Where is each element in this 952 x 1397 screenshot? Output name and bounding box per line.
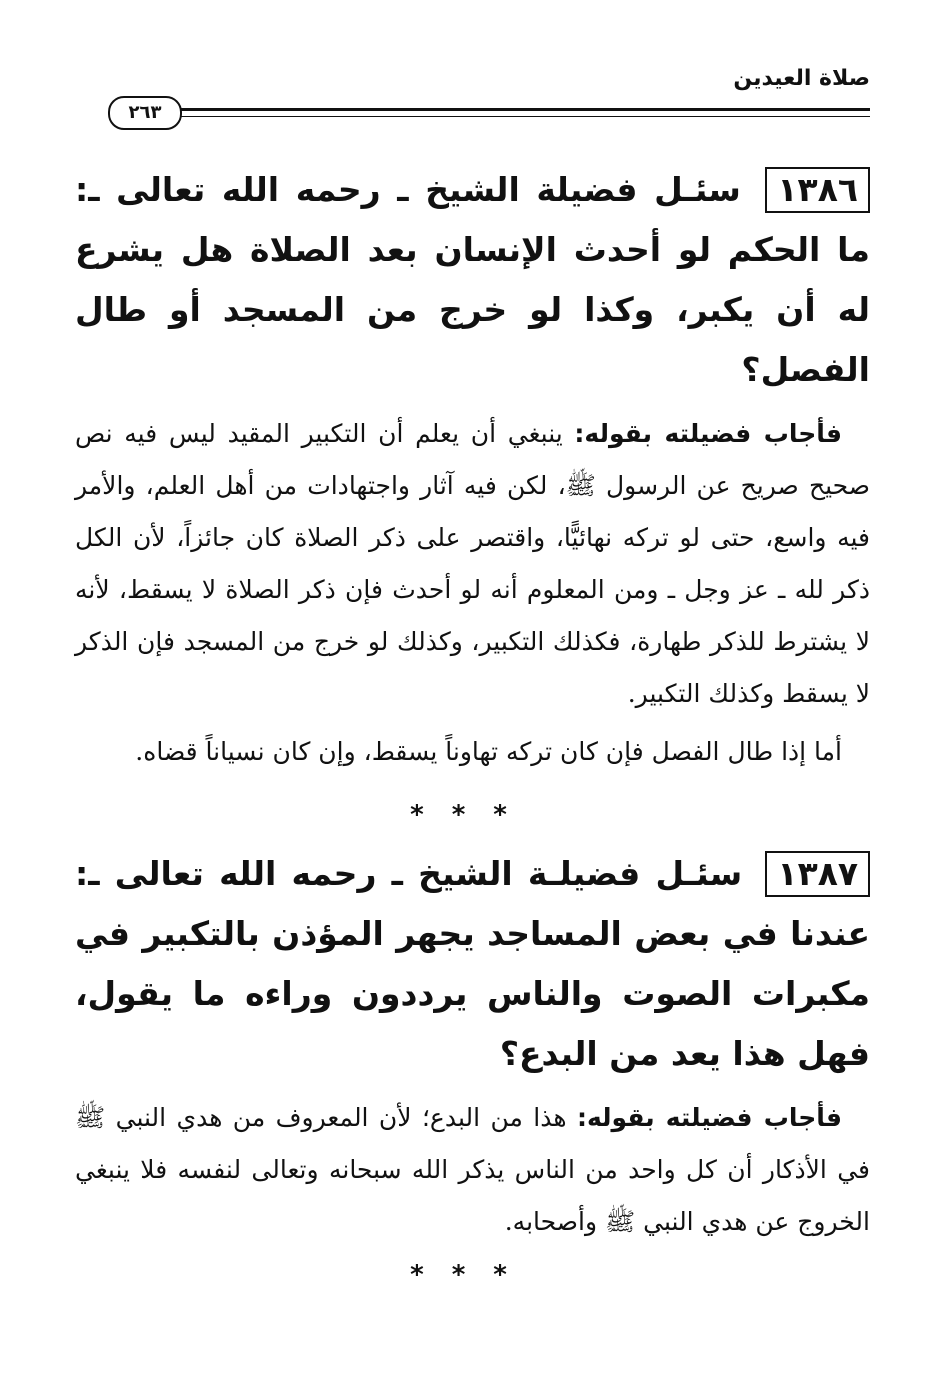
header-rule (175, 108, 870, 111)
answer-text: ينبغي أن يعلم أن التكبير المقيد ليس فيه نص صحيح صريح عن الرسول ﷺ، لكن فيه آثار واجتهادات من أهل العلم، والأمر فيه واسع، حتى لو تركه نهائيًّا، واقتصر على ذكر الصلاة كان جائزاً، لأن الكل ذكر لله ـ عز وجل ـ ومن المعلوم أنه لو أحدث فإن ذكر الصلاة لا يسقط، لأنه لا يشترط للذكر طهارة، فكذلك التكبير، وكذلك لو خرج من المسجد فإن الذكر لا يسقط وكذلك التكبير. (75, 419, 870, 708)
header-rule-thin (175, 116, 870, 117)
section-separator: *** (410, 1260, 535, 1290)
question-1387 (75, 844, 870, 1084)
answer-lead: فأجاب فضيلته بقوله: (574, 419, 842, 448)
page-content (75, 160, 870, 1304)
answer-lead: فأجاب فضيلته بقوله: (576, 1103, 842, 1132)
page-header (80, 60, 870, 130)
section-separator: *** (410, 800, 535, 830)
question-text: سئـل فضيلة الشيخ ـ رحمه الله تعالى ـ: ما الحكم لو أحدث الإنسان بعد الصلاة هل يشرع له أن يكبر، وكذا لو خرج من المسجد أو طال الفصل؟ (75, 170, 870, 389)
answer-1387 (75, 1092, 870, 1248)
question-text: سئـل فضيلـة الشيخ ـ رحمه الله تعالى ـ: عندنا في بعض المساجد يجهر المؤذن بالتكبير في مكبرات الصوت والناس يرددون وراءه ما يقول، فهل هذا يعد من البدع؟ (75, 854, 870, 1073)
answer-text: هذا من البدع؛ لأن المعروف من هدي النبي ﷺ في الأذكار أن كل واحد من الناس يذكر الله سبحانه وتعالى لنفسه فلا ينبغي الخروج عن هدي النبي ﷺ وأصحابه. (75, 1103, 870, 1236)
chapter-title: صلاة العيدين (733, 66, 870, 91)
answer-1386 (75, 408, 870, 720)
answer-1386-continued: أما إذا طال الفصل فإن كان تركه تهاوناً يسقط، وإن كان نسياناً قضاه. (135, 737, 842, 766)
question-number: ١٣٨٧ (765, 851, 870, 897)
question-number: ١٣٨٦ (765, 167, 870, 213)
question-1386 (75, 160, 870, 400)
page-number: ٢٦٣ (108, 96, 182, 130)
